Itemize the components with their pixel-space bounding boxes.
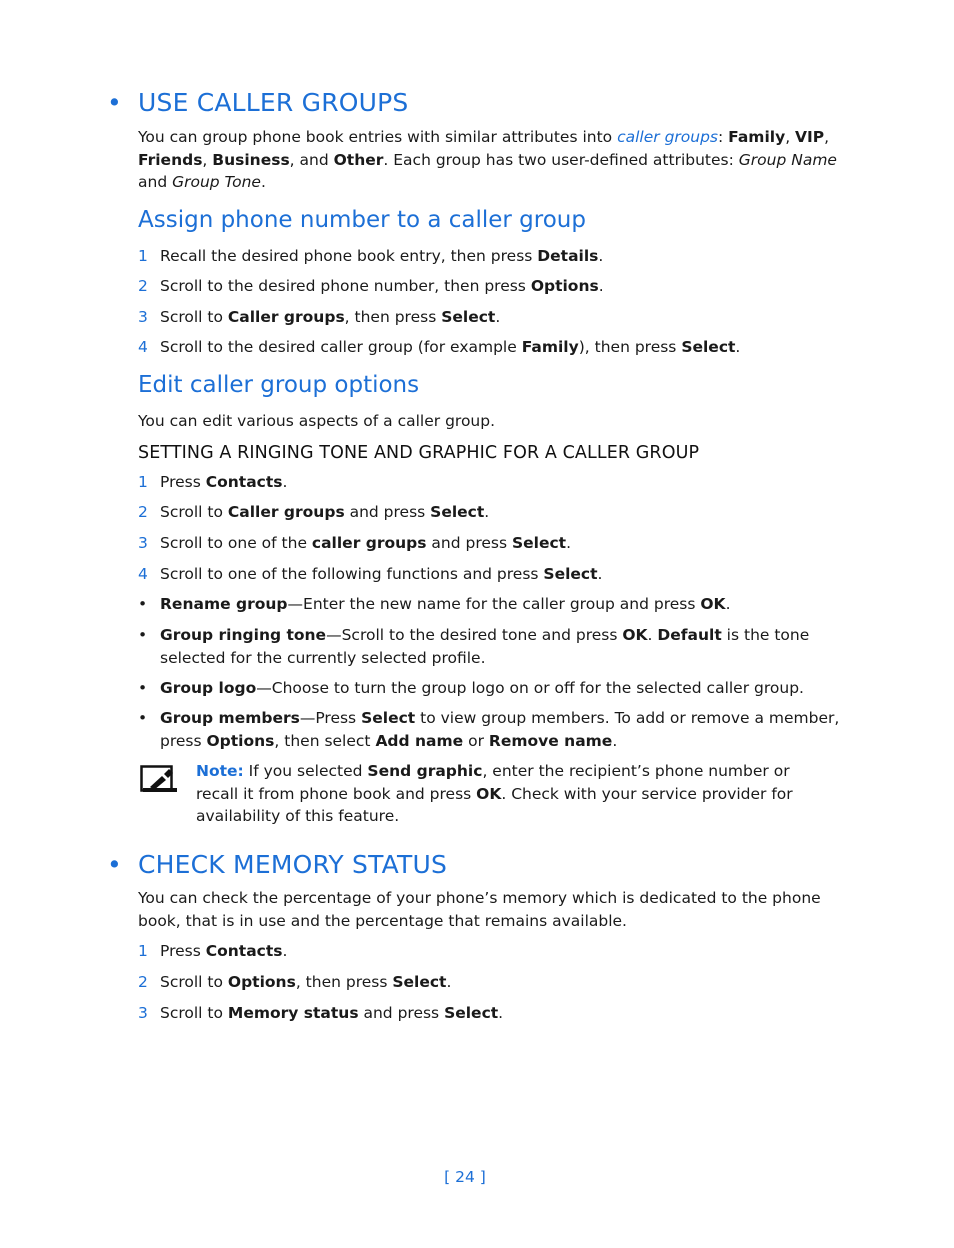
- text: .: [282, 942, 288, 960]
- menu-caller-groups: caller groups: [311, 534, 427, 552]
- menu-contacts: Contacts: [205, 473, 283, 491]
- key-options: Options: [206, 731, 275, 750]
- text: and: [138, 173, 173, 191]
- subsection-title-ringing-tone: SETTING A RINGING TONE AND GRAPHIC FOR A CALLER GROUP: [138, 443, 700, 463]
- text: .: [282, 473, 288, 491]
- term-group-name: Group Name: [738, 150, 837, 169]
- text: .: [597, 565, 603, 583]
- subheading-edit: Edit caller group options: [138, 372, 420, 398]
- step-number: 2: [138, 277, 148, 295]
- text: , then select: [274, 731, 376, 750]
- text: ,: [824, 128, 830, 146]
- menu-memory-status: Memory status: [227, 1004, 359, 1022]
- text: If you selected: [243, 762, 368, 780]
- key-select: Select: [444, 1004, 499, 1022]
- text: —Choose to turn the group logo on or off for the selected caller group.: [256, 679, 804, 697]
- text: Scroll to the desired phone number, then press: [160, 277, 531, 295]
- text: , then press: [295, 973, 393, 991]
- text: .: [495, 308, 501, 326]
- page-number: [ 24 ]: [444, 1168, 486, 1186]
- text: Scroll to the desired caller group (for example: [160, 338, 522, 356]
- function-group-members: [138, 707, 838, 752]
- text: and press: [358, 1004, 445, 1022]
- text: .: [260, 173, 266, 191]
- text: —Scroll to the desired tone and press: [326, 626, 623, 644]
- key-select: Select: [543, 565, 598, 583]
- heading-text: USE CALLER GROUPS: [138, 88, 409, 117]
- text: Scroll to one of the: [160, 534, 312, 552]
- term-send-graphic: Send graphic: [367, 762, 483, 780]
- step-number: 2: [138, 973, 148, 991]
- menu-options: Options: [227, 973, 296, 991]
- text: .: [647, 626, 658, 644]
- note-text: [196, 760, 816, 828]
- list-bullet: •: [138, 709, 148, 727]
- text: to view group members. To add or remove a member, press: [160, 709, 840, 750]
- step-number: 1: [138, 942, 148, 960]
- text: and press: [344, 503, 431, 521]
- key-select: Select: [511, 534, 567, 552]
- text: .: [612, 731, 618, 750]
- text: Scroll to: [160, 973, 228, 991]
- step-number: 2: [138, 503, 148, 521]
- text: Recall the desired phone book entry, then press: [160, 247, 538, 265]
- text: You can group phone book entries with similar attributes into: [138, 128, 618, 146]
- term-other: Other: [333, 150, 384, 169]
- text: ,: [202, 150, 213, 169]
- text: and press: [426, 534, 512, 552]
- text: :: [718, 128, 729, 146]
- text: , and: [289, 150, 334, 169]
- memory-intro: You can check the percentage of your phone’s memory which is dedicated to the phone book, that is in use and the percentage that remains available.: [138, 889, 821, 930]
- text: .: [598, 277, 604, 295]
- term-business: Business: [212, 150, 290, 169]
- list-bullet: •: [138, 626, 148, 644]
- list-bullet: •: [138, 595, 148, 613]
- text: .: [735, 338, 741, 356]
- menu-contacts: Contacts: [205, 942, 283, 960]
- text: , enter the recipient’s phone number or recall it from phone book and press: [196, 762, 790, 803]
- text: ,: [785, 128, 796, 146]
- text: —Enter the new name for the caller group and press: [287, 595, 701, 613]
- text: .: [484, 503, 490, 521]
- step-number: 1: [138, 247, 148, 265]
- note-icon: [140, 765, 178, 793]
- caller-groups-link[interactable]: caller groups: [617, 128, 718, 146]
- text: .: [725, 595, 731, 613]
- key-select: Select: [430, 503, 485, 521]
- key-details: Details: [537, 247, 599, 265]
- text: . Each group has two user-defined attributes:: [383, 150, 739, 169]
- term-family: Family: [521, 338, 579, 356]
- text: Press: [160, 942, 206, 960]
- subheading-assign: Assign phone number to a caller group: [138, 207, 586, 233]
- term-default: Default: [657, 626, 722, 644]
- step-number: 4: [138, 565, 148, 583]
- text: Scroll to: [160, 308, 228, 326]
- menu-add-name: Add name: [375, 731, 464, 750]
- function-group-ringing-tone: [138, 624, 838, 669]
- caller-groups-intro: [138, 126, 838, 194]
- text: .: [566, 534, 572, 552]
- text: .: [446, 973, 452, 991]
- term-family: Family: [728, 128, 786, 146]
- menu-caller-groups: Caller groups: [227, 503, 345, 521]
- text: is the tone selected for the currently selected profile.: [160, 626, 810, 667]
- function-name: Group logo: [160, 679, 257, 697]
- step-number: 3: [138, 534, 148, 552]
- text: —Press: [299, 709, 362, 727]
- function-group-logo: [138, 677, 838, 700]
- key-ok: OK: [700, 595, 726, 613]
- heading-bullet: •: [107, 850, 122, 879]
- text: , then press: [344, 308, 442, 326]
- key-select: Select: [361, 709, 416, 727]
- menu-caller-groups: Caller groups: [227, 308, 345, 326]
- term-vip: VIP: [795, 128, 825, 146]
- key-ok: OK: [622, 626, 648, 644]
- step-number: 1: [138, 473, 148, 491]
- text: or: [463, 731, 489, 750]
- text: ), then press: [578, 338, 682, 356]
- text: .: [498, 1004, 504, 1022]
- text: . Check with your service provider for availability of this feature.: [196, 784, 793, 825]
- key-options: Options: [530, 277, 599, 295]
- text: Scroll to one of the following functions and press: [160, 565, 544, 583]
- step-number: 3: [138, 308, 148, 326]
- key-select: Select: [441, 308, 496, 326]
- function-name: Group ringing tone: [160, 626, 327, 644]
- menu-remove-name: Remove name: [488, 731, 613, 750]
- key-ok: OK: [476, 784, 502, 803]
- section-heading-use-caller-groups: [107, 88, 409, 117]
- text: Scroll to: [160, 503, 228, 521]
- text: Scroll to: [160, 1004, 228, 1022]
- key-select: Select: [392, 973, 447, 991]
- step-number: 3: [138, 1004, 148, 1022]
- function-name: Rename group: [160, 595, 288, 613]
- key-select: Select: [681, 338, 736, 356]
- note-label: Note:: [196, 762, 244, 780]
- text: Press: [160, 473, 206, 491]
- term-friends: Friends: [138, 150, 203, 169]
- heading-bullet: •: [107, 88, 122, 117]
- step-number: 4: [138, 338, 148, 356]
- section-heading-check-memory-status: [107, 850, 447, 879]
- function-name: Group members: [160, 709, 300, 727]
- edit-intro: You can edit various aspects of a caller group.: [138, 412, 496, 430]
- list-bullet: •: [138, 679, 148, 697]
- heading-text: CHECK MEMORY STATUS: [138, 850, 448, 879]
- function-rename-group: [138, 593, 838, 616]
- term-group-tone: Group Tone: [172, 173, 261, 191]
- text: .: [598, 247, 604, 265]
